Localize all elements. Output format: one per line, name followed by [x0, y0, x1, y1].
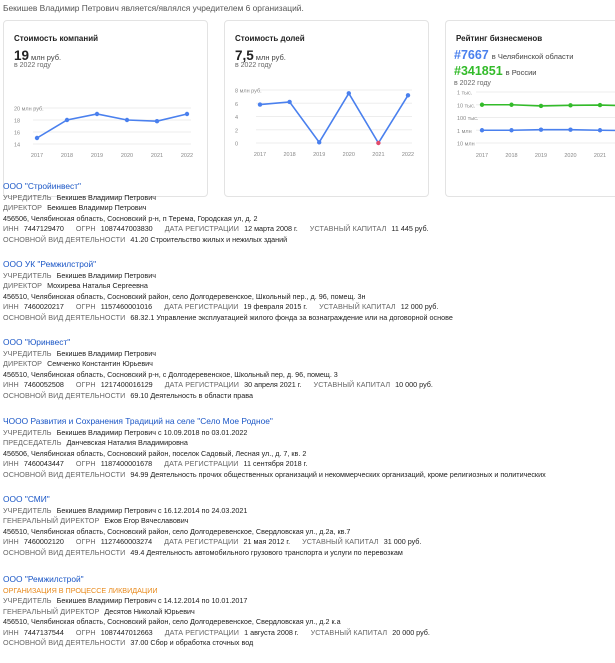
field-label: ДАТА РЕГИСТРАЦИИ — [164, 302, 239, 312]
field-label: ДИРЕКТОР — [3, 203, 43, 213]
field-label: УЧРЕДИТЕЛЬ — [3, 349, 52, 358]
x-tick-label: 2020 — [564, 153, 577, 159]
y-tick-label: 4 — [235, 115, 239, 121]
organization-link[interactable]: ООО "СМИ" — [3, 494, 50, 504]
value-year: в 2022 году — [14, 62, 51, 69]
field-label: ОГРН — [75, 380, 96, 390]
field-value: 69.10 Деятельность в области права — [130, 390, 253, 400]
russia-rank-number: #341851 — [454, 64, 503, 78]
field-label: УЧРЕДИТЕЛЬ — [3, 596, 52, 606]
field-value: 21 мая 2012 г. — [243, 537, 291, 547]
field-label: ИНН — [3, 627, 19, 637]
data-point — [287, 100, 291, 104]
field-label: ДАТА РЕГИСТРАЦИИ — [164, 627, 240, 637]
data-point — [480, 128, 484, 132]
x-tick-label: 2017 — [475, 153, 489, 159]
card-title: Стоимость компаний — [14, 34, 99, 43]
field-label: ОГРН — [75, 537, 96, 547]
field-value: 37.00 Сбор и обработка сточных вод — [130, 637, 254, 647]
field-value: 31 000 руб. — [383, 537, 422, 547]
field-label: ДИРЕКТОР — [3, 281, 43, 291]
field-value: Данчевская Наталия Владимировна — [66, 438, 188, 448]
organization-block — [3, 259, 615, 323]
x-tick-label: 2022 — [401, 152, 415, 158]
data-point — [539, 128, 543, 132]
data-point — [406, 93, 410, 97]
field-value: 11 сентября 2018 г. — [243, 459, 308, 469]
organization-detail-row — [3, 638, 615, 648]
organization-detail-row — [3, 596, 615, 606]
organization-detail-row — [3, 292, 615, 302]
field-value: 19 февраля 2015 г. — [243, 302, 308, 312]
x-tick-label: 2019 — [534, 153, 548, 159]
data-point — [185, 112, 189, 116]
organization-detail-row — [3, 628, 615, 638]
y-tick-label: 0 — [235, 141, 239, 148]
field-label: ИНН — [3, 459, 19, 469]
organization-detail-row — [3, 506, 615, 516]
card-title: Рейтинг бизнесменов — [456, 34, 543, 43]
field-value: Бекишев Владимир Петрович с 14.12.2014 по 10.01.2017 — [56, 596, 248, 606]
organization-detail-row — [3, 302, 615, 312]
y-tick-label: 20 млн руб. — [14, 106, 44, 113]
company-value-card[interactable] — [3, 20, 208, 197]
y-tick-label: 14 — [14, 142, 21, 149]
field-label: ИНН — [3, 302, 19, 312]
field-value: Десятов Николай Юрьевич — [104, 606, 195, 616]
field-value: 1127460003274 — [100, 537, 153, 547]
field-label: ОСНОВНОЙ ВИД ДЕЯТЕЛЬНОСТИ — [3, 547, 126, 557]
value-year: в 2022 году — [235, 62, 272, 69]
field-value: 1 августа 2008 г. — [244, 627, 299, 637]
organization-detail-row — [3, 516, 615, 526]
field-label: ОСНОВНОЙ ВИД ДЕЯТЕЛЬНОСТИ — [3, 637, 126, 647]
field-label: ГЕНЕРАЛЬНЫЙ ДИРЕКТОР — [3, 606, 100, 616]
rank-year: в 2022 году — [454, 80, 491, 87]
data-point — [258, 102, 262, 106]
organization-detail-row — [3, 235, 615, 245]
data-point — [155, 119, 159, 123]
field-value: 20 000 руб. — [392, 627, 430, 637]
field-value: 456510, Челябинская область, Сосновский р-н, с Долгодеревенское, Школьный пер, д. 96, помещ. 3 — [3, 369, 338, 379]
x-tick-label: 2021 — [150, 153, 164, 159]
data-point — [568, 128, 572, 132]
y-tick-label: 10 млн — [457, 141, 475, 148]
series-line — [37, 114, 187, 138]
rating-chart — [446, 21, 615, 197]
y-tick-label: 18 — [14, 118, 21, 125]
shares-value-card[interactable] — [224, 20, 429, 197]
field-label: УЧРЕДИТЕЛЬ — [3, 506, 52, 515]
field-value: 456506, Челябинская область, Сосновский район, поселок Садовый, Лесная ул., д. 7, кв. 2 — [3, 448, 307, 458]
region-rank-number: #7667 — [454, 48, 489, 62]
field-value: 456510, Челябинская область, Сосновский район, село Долгодеревенское, Свердловская ул., д.2 к.а — [3, 617, 341, 627]
organization-block — [3, 494, 615, 558]
company-value-chart — [4, 21, 208, 197]
field-label: ДАТА РЕГИСТРАЦИИ — [164, 224, 240, 234]
field-value: 7460020217 — [23, 302, 64, 312]
data-point — [480, 103, 484, 107]
field-label: ПРЕДСЕДАТЕЛЬ — [3, 438, 62, 448]
x-tick-label: 2019 — [90, 153, 104, 159]
y-tick-label: 16 — [14, 130, 21, 137]
field-value: 11 445 руб. — [391, 224, 429, 234]
field-value: 94.99 Деятельность прочих общественных организаций и некоммерческих организаций, кроме религиозных и политических — [130, 469, 546, 479]
field-label: УСТАВНЫЙ КАПИТАЛ — [310, 627, 388, 637]
value-number: 7,5 — [235, 48, 254, 63]
field-label: ОСНОВНОЙ ВИД ДЕЯТЕЛЬНОСТИ — [3, 390, 126, 400]
data-point — [35, 136, 39, 140]
organization-detail-row — [3, 214, 615, 224]
organization-detail-row — [3, 203, 615, 213]
organization-block — [3, 181, 615, 245]
y-tick-label: 8 млн руб. — [235, 88, 262, 95]
field-value: 30 апреля 2021 г. — [244, 380, 302, 390]
y-tick-label: 100 тыс. — [457, 116, 479, 122]
field-label: ОСНОВНОЙ ВИД ДЕЯТЕЛЬНОСТИ — [3, 312, 126, 322]
field-value: 7460052508 — [23, 380, 64, 390]
data-point — [347, 91, 351, 95]
data-point — [598, 103, 602, 107]
field-value: Бекишев Владимир Петрович с 16.12.2014 по 24.03.2021 — [56, 506, 248, 515]
field-label: ДАТА РЕГИСТРАЦИИ — [164, 459, 239, 469]
field-label: ДАТА РЕГИСТРАЦИИ — [164, 537, 239, 547]
organization-block — [3, 574, 615, 648]
data-point — [125, 118, 129, 122]
field-value: Семченко Константин Юрьевич — [47, 359, 153, 369]
field-value: 7460043447 — [23, 459, 64, 469]
organization-detail-row — [3, 370, 615, 380]
field-label: УЧРЕДИТЕЛЬ — [3, 428, 52, 437]
organization-detail-row — [3, 428, 615, 438]
organization-detail-row — [3, 548, 615, 558]
organization-block — [3, 416, 615, 480]
x-tick-label: 2021 — [593, 153, 607, 159]
data-point — [95, 112, 99, 116]
y-tick-label: 1 млн — [457, 128, 472, 135]
data-point — [509, 128, 513, 132]
field-label: ОГРН — [75, 459, 96, 469]
organization-detail-row — [3, 359, 615, 369]
x-tick-label: 2021 — [372, 152, 385, 158]
russia-rank-label: в России — [505, 68, 537, 77]
field-label: ОГРН — [75, 627, 96, 637]
shares-value-chart — [225, 21, 429, 197]
field-value: Бекишев Владимир Петрович с 10.09.2018 по 03.01.2022 — [56, 428, 248, 437]
organization-detail-row — [3, 349, 615, 359]
organization-detail-row — [3, 607, 615, 617]
field-label: УЧРЕДИТЕЛЬ — [3, 193, 52, 202]
field-value: Бекишев Владимир Петрович — [47, 203, 147, 213]
organization-detail-row — [3, 459, 615, 469]
field-label: ОСНОВНОЙ ВИД ДЕЯТЕЛЬНОСТИ — [3, 234, 126, 244]
field-value: 12 000 руб. — [400, 302, 439, 312]
field-label: ОГРН — [75, 302, 96, 312]
x-tick-label: 2020 — [342, 152, 355, 158]
organization-detail-row — [3, 313, 615, 323]
field-value: 1087447003830 — [100, 224, 153, 234]
x-tick-label: 2019 — [313, 152, 326, 158]
field-value: 7447137544 — [23, 627, 64, 637]
value-unit: млн руб. — [255, 53, 286, 62]
organization-detail-row — [3, 224, 615, 234]
organization-detail-row — [3, 537, 615, 547]
field-value: 10 000 руб. — [395, 380, 433, 390]
field-value: 1157460001016 — [100, 302, 153, 312]
x-tick-label: 2018 — [505, 153, 518, 159]
field-value: 456510, Челябинская область, Сосновский район, село Долгодеревенское, Свердловская ул., д.2а, кв.7 — [3, 526, 351, 536]
y-tick-label: 10 тыс. — [457, 103, 476, 110]
series-line — [260, 93, 408, 143]
organization-block — [3, 337, 615, 401]
card-title: Стоимость долей — [235, 34, 305, 43]
field-label: ОСНОВНОЙ ВИД ДЕЯТЕЛЬНОСТИ — [3, 469, 126, 479]
field-label: УСТАВНЫЙ КАПИТАЛ — [302, 537, 379, 547]
organization-link[interactable]: ЧООО Развития и Сохранения Традиций на селе "Село Мое Родное" — [3, 416, 273, 426]
field-value: Мохирева Наталья Сергеевна — [47, 281, 148, 291]
field-value: 7460002120 — [23, 537, 64, 547]
data-point — [317, 140, 321, 144]
organization-detail-row — [3, 380, 615, 390]
organization-link[interactable]: ООО "Ремжилстрой" — [3, 574, 84, 584]
data-point — [376, 141, 380, 145]
y-tick-label: 1 тыс. — [457, 90, 473, 97]
field-label: ДИРЕКТОР — [3, 359, 43, 369]
field-label: УЧРЕДИТЕЛЬ — [3, 271, 52, 280]
field-value: Бекишев Владимир Петрович — [56, 193, 156, 202]
field-label: ГЕНЕРАЛЬНЫЙ ДИРЕКТОР — [3, 516, 100, 526]
region-rank-label: в Челябинской области — [491, 52, 574, 61]
field-label: ОГРН — [75, 224, 96, 234]
field-label: УСТАВНЫЙ КАПИТАЛ — [309, 224, 387, 234]
data-point — [568, 103, 572, 107]
field-label: ДАТА РЕГИСТРАЦИИ — [164, 380, 240, 390]
liquidation-status: ОРГАНИЗАЦИЯ В ПРОЦЕССЕ ЛИКВИДАЦИИ — [3, 586, 158, 595]
intro-text: Бекишев Владимир Петрович является/являлся учредителем 6 организаций. — [3, 3, 304, 13]
field-value: 1217400016129 — [100, 380, 153, 390]
field-value: 12 марта 2008 г. — [244, 224, 298, 234]
data-point — [65, 118, 69, 122]
field-value: Бекишев Владимир Петрович — [56, 349, 156, 358]
organization-detail-row — [3, 391, 615, 401]
organization-link[interactable]: ООО "Юринвест" — [3, 337, 71, 347]
organization-detail-row — [3, 193, 615, 203]
field-value: 456510, Челябинская область, Сосновский район, село Долгодеревенское, Школьный пер., д. 96, помещ. 3н — [3, 291, 366, 301]
organization-detail-row — [3, 617, 615, 627]
organization-detail-row — [3, 281, 615, 291]
x-tick-label: 2022 — [180, 153, 194, 159]
x-tick-label: 2018 — [60, 153, 74, 159]
x-tick-label: 2020 — [120, 153, 134, 159]
field-value: Ежов Егор Вячеславович — [104, 516, 189, 526]
x-tick-label: 2018 — [283, 152, 296, 158]
field-value: 41.20 Строительство жилых и нежилых зданий — [130, 234, 288, 244]
organization-detail-row — [3, 470, 615, 480]
field-value: 456506, Челябинская область, Сосновский р-н, п Терема, Городская ул, д. 2 — [3, 213, 258, 223]
field-label: ИНН — [3, 380, 19, 390]
organization-link[interactable]: ООО "Стройинвест" — [3, 181, 82, 191]
value-unit: млн руб. — [31, 53, 62, 62]
y-tick-label: 2 — [235, 128, 239, 135]
field-value: 7447129470 — [23, 224, 64, 234]
organization-link[interactable]: ООО УК "Ремжилстрой" — [3, 259, 97, 269]
field-value: 68.32.1 Управление эксплуатацией жилого фонда за вознаграждение или на договорной основе — [130, 312, 453, 322]
field-label: ИНН — [3, 537, 19, 547]
organization-detail-row — [3, 449, 615, 459]
organization-detail-row — [3, 438, 615, 448]
organization-detail-row — [3, 271, 615, 281]
field-label: ИНН — [3, 224, 19, 234]
field-label: УСТАВНЫЙ КАПИТАЛ — [319, 302, 396, 312]
rating-card[interactable] — [445, 20, 615, 197]
x-tick-label: 2017 — [253, 152, 267, 158]
data-point — [509, 103, 513, 107]
field-value: 49.4 Деятельность автомобильного грузового транспорта и услуги по перевозкам — [130, 547, 403, 557]
x-tick-label: 2017 — [30, 153, 44, 159]
series-line — [482, 130, 615, 131]
y-tick-label: 6 — [235, 101, 239, 108]
field-label: УСТАВНЫЙ КАПИТАЛ — [313, 380, 391, 390]
field-value: Бекишев Владимир Петрович — [56, 271, 156, 280]
value-number: 19 — [14, 48, 30, 63]
organization-detail-row — [3, 527, 615, 537]
data-point — [598, 128, 602, 132]
field-value: 1187400001678 — [100, 459, 153, 469]
data-point — [539, 104, 543, 108]
field-value: 1087447012663 — [100, 627, 153, 637]
